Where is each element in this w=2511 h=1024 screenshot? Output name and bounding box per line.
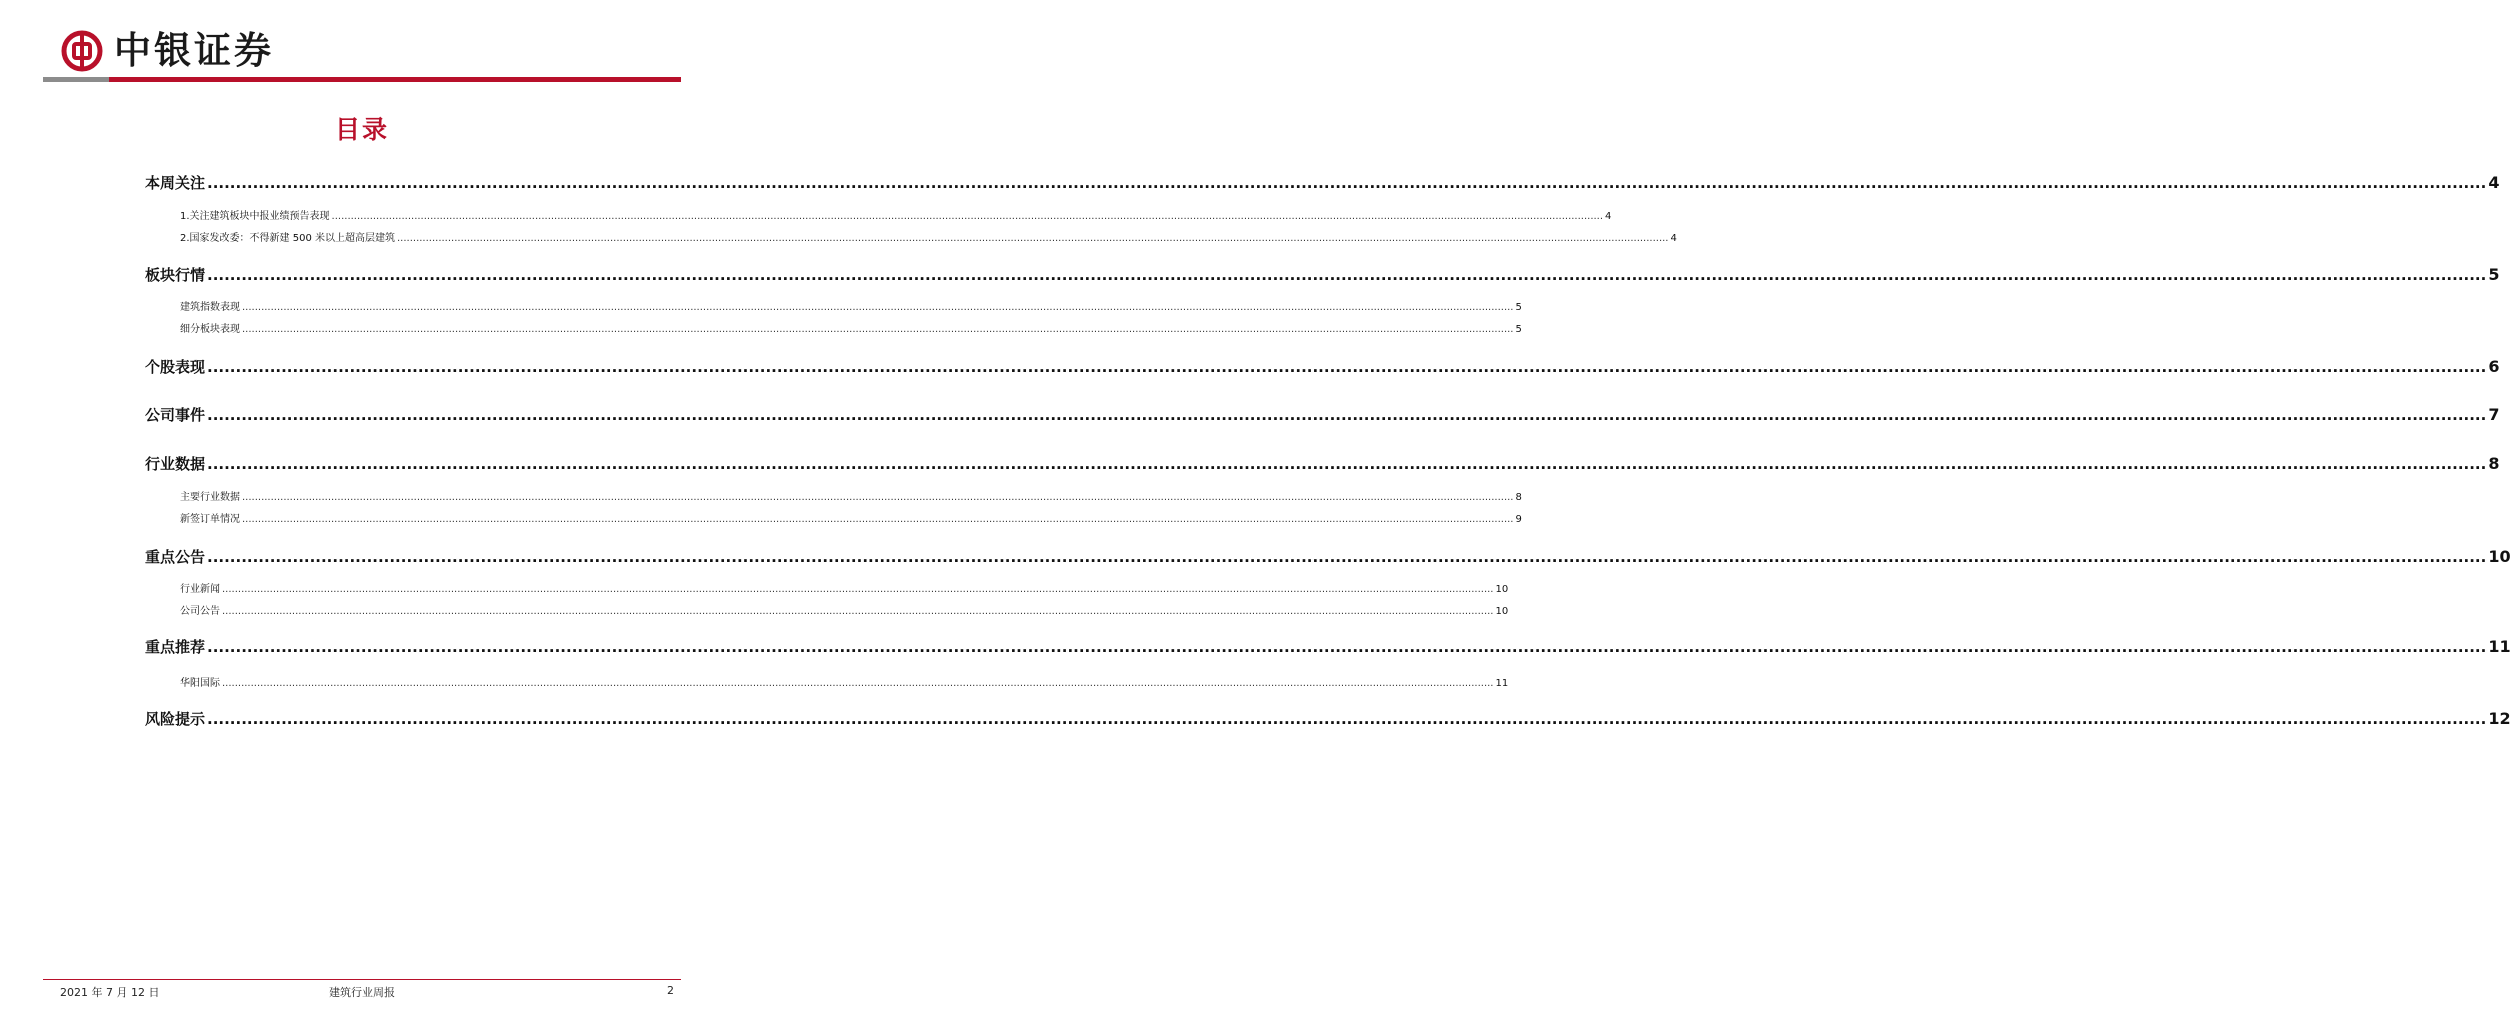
toc-subsection-entry[interactable] [180,488,1522,503]
toc-entry-label: 个股表现 [145,358,206,376]
toc-dot-leader: ................................................................................................................................................................................................................................................................................................................................................................................................................ [207,266,2487,284]
toc-entry-label: 重点公告 [145,548,206,566]
toc-entry-page: 5 [1515,324,1522,335]
toc-entry-page: 4 [1670,233,1677,244]
toc-dot-leader: ................................................................................................................................................................................................................................................................................................................................................................................................................ [331,211,1604,222]
toc-entry-label: 公司公告 [180,606,220,617]
toc-entry-label: 重点推荐 [145,638,206,656]
toc-dot-leader: ................................................................................................................................................................................................................................................................................................................................................................................................................ [242,492,1514,503]
toc-entry-label: 细分板块表现 [180,324,240,335]
toc-entry-label: 1.关注建筑板块中报业绩预告表现 [180,211,330,222]
toc-section-entry[interactable] [145,356,2500,377]
toc-entry-page: 10 [1495,584,1509,595]
footer-rule [43,979,681,980]
toc-section-entry[interactable] [145,546,2511,567]
toc-entry-label: 公司事件 [145,406,206,424]
toc-section-entry[interactable] [145,264,2500,285]
toc-entry-page: 5 [2488,265,2500,284]
brand-name: 中银证券 [114,28,274,72]
toc-entry-page: 10 [1495,606,1509,617]
toc-entry-label: 建筑指数表现 [180,302,240,313]
toc-subsection-entry[interactable] [180,602,1509,617]
toc-dot-leader: ................................................................................................................................................................................................................................................................................................................................................................................................................ [207,710,2487,728]
footer-page-number: 2 [667,984,674,997]
toc-section-entry[interactable] [145,404,2500,425]
toc-entry-label: 风险提示 [145,710,206,728]
toc-entry-page: 4 [2488,173,2500,192]
bank-of-china-logo-icon [61,30,103,72]
toc-dot-leader: ................................................................................................................................................................................................................................................................................................................................................................................................................ [207,406,2487,424]
toc-title: 目录 [334,115,389,144]
page-header [0,0,724,90]
toc-dot-leader: ................................................................................................................................................................................................................................................................................................................................................................................................................ [207,548,2487,566]
toc-entry-page: 8 [2488,454,2500,473]
toc-subsection-entry[interactable] [180,674,1509,689]
toc-entry-label: 板块行情 [145,266,206,284]
toc-dot-leader: ................................................................................................................................................................................................................................................................................................................................................................................................................ [207,455,2487,473]
header-rule-accent [43,77,109,82]
toc-entry-page: 7 [2488,405,2500,424]
toc-dot-leader: ................................................................................................................................................................................................................................................................................................................................................................................................................ [207,358,2487,376]
toc-entry-label: 2.国家发改委：不得新建 500 米以上超高层建筑 [180,233,395,244]
toc-entry-page: 11 [1495,678,1509,689]
toc-entry-page: 11 [2488,637,2511,656]
toc-subsection-entry[interactable] [180,320,1522,335]
toc-subsection-entry[interactable] [180,207,1612,222]
toc-entry-label: 新签订单情况 [180,514,240,525]
toc-entry-label: 主要行业数据 [180,492,240,503]
toc-entry-page: 10 [2488,547,2511,566]
footer-report-name: 建筑行业周报 [329,986,395,999]
toc-section-entry[interactable] [145,636,2511,657]
toc-dot-leader: ................................................................................................................................................................................................................................................................................................................................................................................................................ [242,514,1514,525]
toc-dot-leader: ................................................................................................................................................................................................................................................................................................................................................................................................................ [207,174,2487,192]
toc-section-entry[interactable] [145,708,2511,729]
toc-entry-label: 华阳国际 [180,678,220,689]
toc-dot-leader: ................................................................................................................................................................................................................................................................................................................................................................................................................ [222,678,1494,689]
toc-entry-page: 12 [2488,709,2511,728]
toc-dot-leader: ................................................................................................................................................................................................................................................................................................................................................................................................................ [242,324,1514,335]
toc-dot-leader: ................................................................................................................................................................................................................................................................................................................................................................................................................ [222,606,1494,617]
toc-entry-label: 本周关注 [145,174,206,192]
toc-entry-page: 4 [1605,211,1612,222]
toc-entry-page: 6 [2488,357,2500,376]
toc-section-entry[interactable] [145,172,2500,193]
footer-date: 2021 年 7 月 12 日 [60,986,160,999]
toc-dot-leader: ................................................................................................................................................................................................................................................................................................................................................................................................................ [207,638,2487,656]
toc-dot-leader: ................................................................................................................................................................................................................................................................................................................................................................................................................ [222,584,1494,595]
toc-dot-leader: ................................................................................................................................................................................................................................................................................................................................................................................................................ [397,233,1669,244]
toc-entry-label: 行业新闻 [180,584,220,595]
toc-section-entry[interactable] [145,453,2500,474]
toc-entry-page: 9 [1515,514,1522,525]
header-rule [43,77,681,82]
toc-subsection-entry[interactable] [180,229,1677,244]
toc-subsection-entry[interactable] [180,580,1509,595]
toc-entry-page: 5 [1515,302,1522,313]
toc-subsection-entry[interactable] [180,298,1522,313]
toc-entry-label: 行业数据 [145,455,206,473]
toc-entry-page: 8 [1515,492,1522,503]
toc-subsection-entry[interactable] [180,510,1522,525]
toc-dot-leader: ................................................................................................................................................................................................................................................................................................................................................................................................................ [242,302,1514,313]
